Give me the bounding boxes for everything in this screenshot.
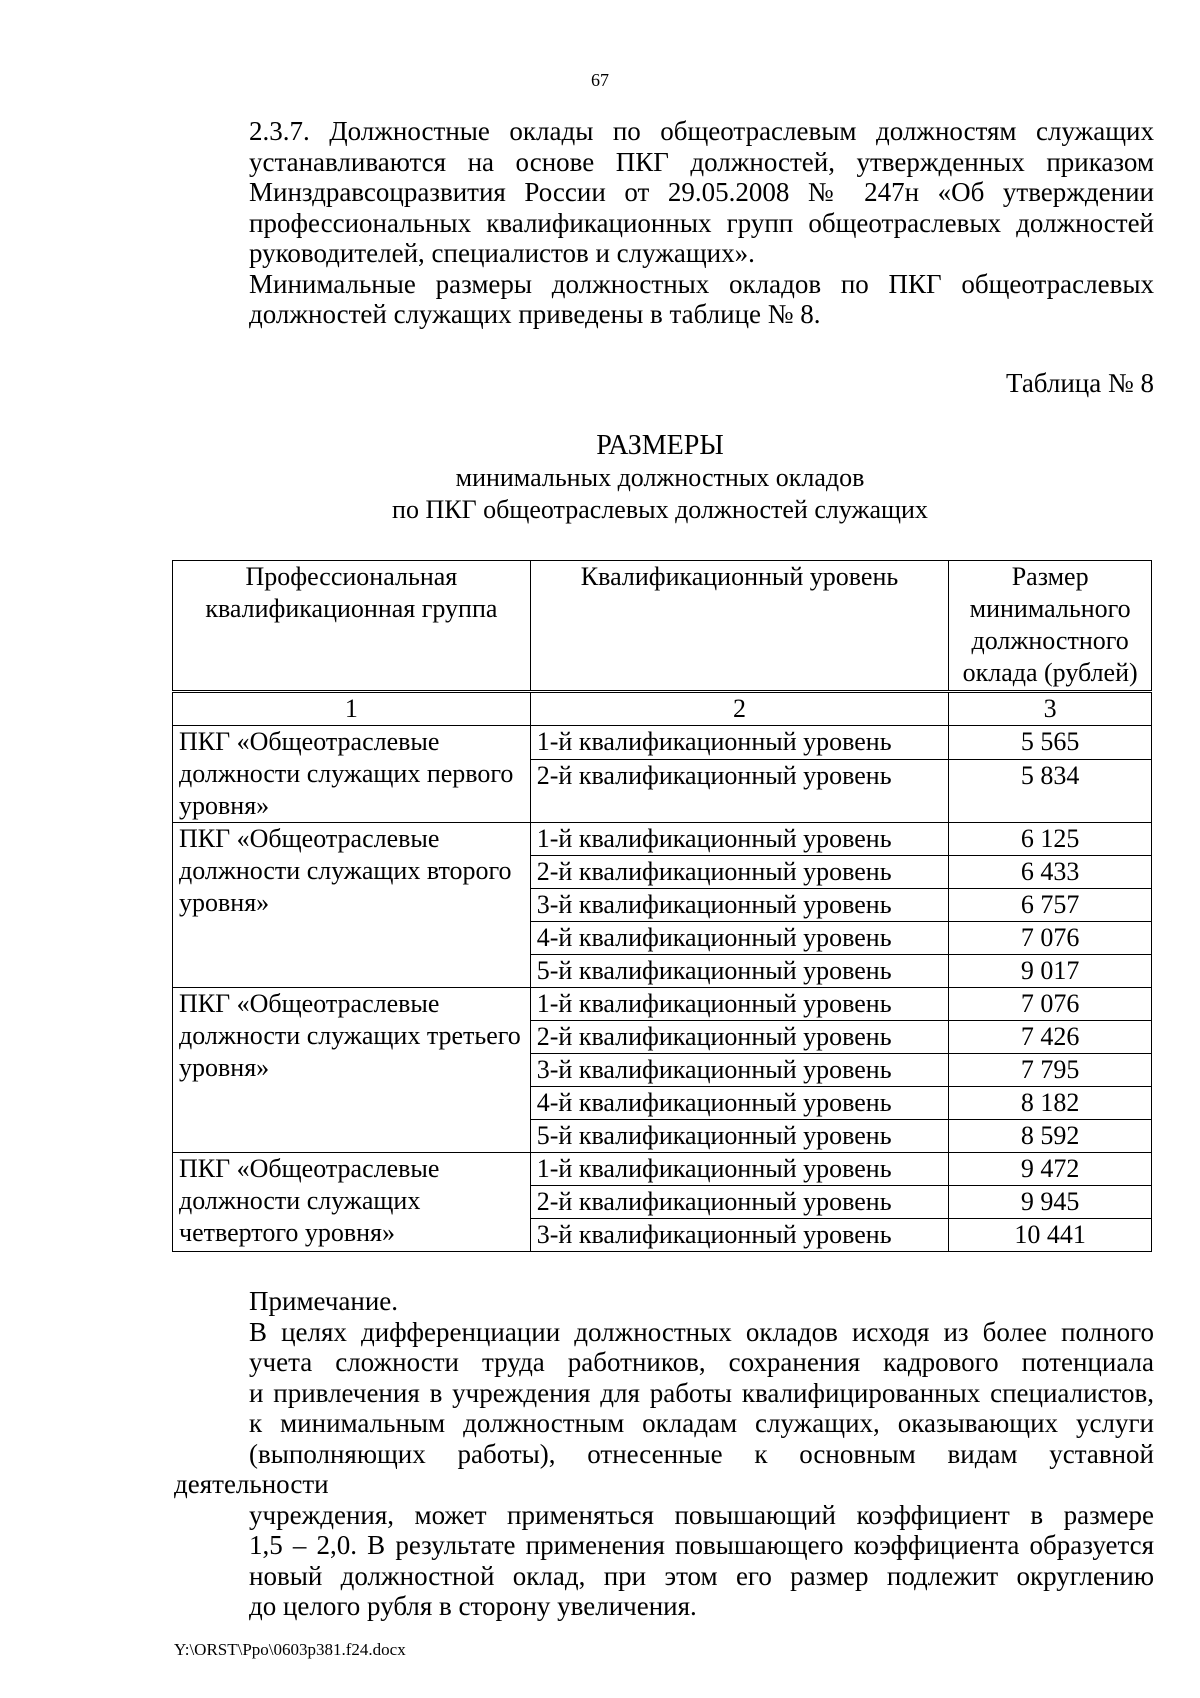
amount-cell: 7 795	[949, 1054, 1152, 1087]
column-number: 1	[173, 692, 531, 726]
text-line: 2.3.7. Должностные оклады по общеотраслевым должностям служащих	[249, 116, 1154, 146]
text-line: учреждения, может применяться повышающий коэффициент в размере	[249, 1499, 1154, 1530]
column-number: 2	[530, 692, 949, 726]
amount-cell: 6 757	[949, 889, 1152, 922]
level-cell: 1-й квалификационный уровень	[530, 1153, 949, 1186]
page-number: 67	[591, 70, 609, 90]
level-cell: 2-й квалификационный уровень	[530, 856, 949, 889]
text-line: 1,5 – 2,0. В результате применения повышающего коэффициента образуется	[249, 1530, 1154, 1560]
note-paragraph	[174, 1317, 1154, 1622]
note-title: Примечание.	[249, 1286, 399, 1316]
group-name-cell: ПКГ «Общеотраслевые должности служащих четвертого уровня»	[173, 1153, 531, 1252]
column-number: 3	[949, 692, 1152, 726]
text-line: новый должностной оклад, при этом его размер подлежит округлению	[249, 1560, 1154, 1591]
group-name-cell: ПКГ «Общеотраслевые должности служащих второго уровня»	[173, 823, 531, 988]
text-line: руководителей, специалистов и служащих».	[249, 238, 755, 268]
group-name-cell: ПКГ «Общеотраслевые должности служащих третьего уровня»	[173, 988, 531, 1153]
table-label: Таблица № 8	[1006, 368, 1154, 398]
group-name-cell: ПКГ «Общеотраслевые должности служащих первого уровня»	[173, 726, 531, 823]
text-line: Минздравсоцразвития России от 29.05.2008 № 247н «Об утверждении	[249, 177, 1154, 207]
level-cell: 1-й квалификационный уровень	[530, 823, 949, 856]
amount-cell: 6 125	[949, 823, 1152, 856]
table-row	[173, 988, 1152, 1021]
amount-cell: 9 945	[949, 1186, 1152, 1219]
text-line: устанавливаются на основе ПКГ должностей, утвержденных приказом	[249, 146, 1154, 177]
amount-cell: 8 182	[949, 1087, 1152, 1120]
amount-cell: 7 076	[949, 988, 1152, 1021]
amount-cell: 10 441	[949, 1219, 1152, 1252]
amount-cell: 5 834	[949, 760, 1152, 823]
amount-cell: 9 472	[949, 1153, 1152, 1186]
level-cell: 1-й квалификационный уровень	[530, 726, 949, 760]
level-cell: 3-й квалификационный уровень	[530, 1054, 949, 1087]
salary-table	[172, 560, 1152, 1252]
text-line: должностей служащих приведены в таблице № 8.	[249, 299, 821, 329]
table-row	[173, 1153, 1152, 1186]
level-cell: 3-й квалификационный уровень	[530, 1219, 949, 1252]
level-cell: 2-й квалификационный уровень	[530, 1186, 949, 1219]
text-line: Минимальные размеры должностных окладов по ПКГ общеотраслевых	[249, 268, 1154, 299]
table-title: РАЗМЕРЫ	[596, 430, 724, 461]
amount-cell: 8 592	[949, 1120, 1152, 1153]
text-line: к минимальным должностным окладам служащих, оказывающих услуги	[249, 1408, 1154, 1438]
level-cell: 1-й квалификационный уровень	[530, 988, 949, 1021]
table-header-row	[173, 561, 1152, 692]
text-line: и привлечения в учреждения для работы квалифицированных специалистов,	[249, 1377, 1154, 1408]
text-line: до целого рубля в сторону увеличения.	[249, 1591, 697, 1621]
column-number-row	[173, 692, 1152, 726]
level-cell: 2-й квалификационный уровень	[530, 760, 949, 823]
table-row	[173, 726, 1152, 760]
level-cell: 2-й квалификационный уровень	[530, 1021, 949, 1054]
table-row	[173, 823, 1152, 856]
level-cell: 5-й квалификационный уровень	[530, 1120, 949, 1153]
level-cell: 3-й квалификационный уровень	[530, 889, 949, 922]
intro-paragraph-1	[174, 116, 1154, 269]
text-line: (выполняющих работы), отнесенные к основным видам уставной деятельности	[174, 1438, 1154, 1499]
amount-cell: 7 076	[949, 922, 1152, 955]
file-path-footer: Y:\ORST\Ppo\0603p381.f24.docx	[174, 1640, 406, 1659]
amount-cell: 6 433	[949, 856, 1152, 889]
amount-cell: 9 017	[949, 955, 1152, 988]
text-line: учета сложности труда работников, сохранения кадрового потенциала	[249, 1347, 1154, 1377]
header-group: Профессиональная квалификационная группа	[173, 561, 531, 692]
text-line: В целях дифференциации должностных окладов исходя из более полного	[249, 1316, 1154, 1347]
header-level: Квалификационный уровень	[530, 561, 949, 692]
level-cell: 5-й квалификационный уровень	[530, 955, 949, 988]
text-line: профессиональных квалификационных групп общеотраслевых должностей	[249, 207, 1154, 238]
level-cell: 4-й квалификационный уровень	[530, 922, 949, 955]
note-section	[174, 1286, 1154, 1622]
table-subtitle-2: по ПКГ общеотраслевых должностей служащих	[392, 495, 928, 524]
table-subtitle-1: минимальных должностных окладов	[455, 463, 865, 492]
intro-section	[174, 116, 1154, 330]
level-cell: 4-й квалификационный уровень	[530, 1087, 949, 1120]
header-amount: Размер минимального должностного оклада (рублей)	[949, 561, 1152, 692]
intro-paragraph-2	[174, 269, 1154, 330]
amount-cell: 5 565	[949, 726, 1152, 760]
amount-cell: 7 426	[949, 1021, 1152, 1054]
